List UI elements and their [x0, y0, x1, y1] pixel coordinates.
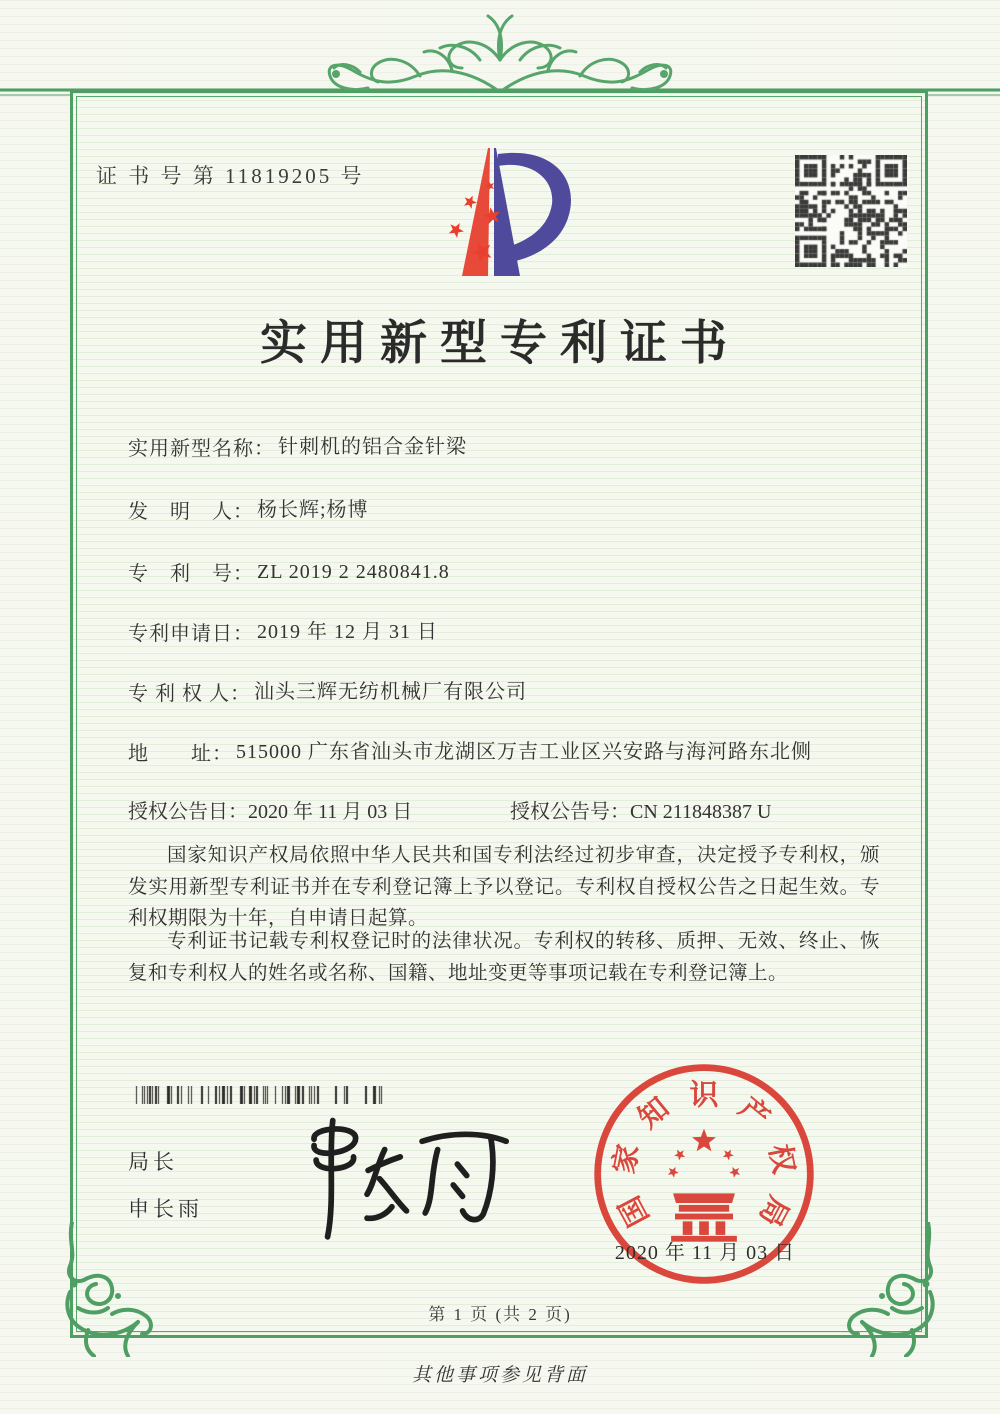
field-value: 515000 广东省汕头市龙湖区万吉工业区兴安路与海河路东北侧 — [236, 741, 812, 763]
field-filing-date — [128, 617, 898, 648]
qr-code-icon — [795, 155, 907, 267]
colon: ： — [230, 683, 250, 705]
field-label: 专利申请日 — [128, 623, 233, 645]
svg-text:知: 知 — [632, 1091, 676, 1135]
svg-text:识: 识 — [689, 1079, 719, 1112]
seal-date: 2020 年 11 月 03 日 — [614, 1242, 796, 1264]
field-inventor — [128, 495, 898, 526]
grant-date-value: 2020 年 11 月 03 日 — [248, 801, 413, 823]
field-label: 实用新型名称 — [128, 438, 254, 460]
field-patentee — [128, 677, 898, 708]
president-title: 局长 — [128, 1151, 178, 1174]
field-label: 专 利 号 — [128, 563, 233, 585]
svg-text:权: 权 — [762, 1141, 800, 1177]
field-value: 针刺机的铝合金针梁 — [278, 436, 467, 458]
page-number: 第 1 页 (共 2 页) — [428, 1305, 572, 1324]
field-name — [128, 432, 898, 463]
field-value: 汕头三辉无纺机械厂有限公司 — [254, 681, 527, 703]
field-patent-no — [128, 557, 898, 588]
colon: ： — [233, 501, 253, 523]
president-name: 申长雨 — [128, 1198, 203, 1221]
colon: ： — [233, 563, 253, 585]
signature-icon — [268, 1106, 518, 1241]
grant-row — [128, 795, 898, 824]
grant-date-label: 授权公告日 — [128, 801, 228, 823]
field-value: ZL 2019 2 2480841.8 — [257, 561, 450, 583]
svg-text:局: 局 — [752, 1190, 795, 1232]
field-value: 杨长辉;杨博 — [257, 499, 369, 521]
back-note: 其他事项参见背面 — [411, 1365, 588, 1386]
legal-paragraph-1: 国家知识产权局依照中华人民共和国专利法经过初步审查，决定授予专利权，颁发实用新型专利证书并在专利登记簿上予以登记。专利权自授权公告之日起生效。专利权期限为十年，自申请日起算。 — [128, 845, 880, 929]
field-value: 2019 年 12 月 31 日 — [257, 621, 438, 643]
svg-text:国: 国 — [613, 1190, 656, 1232]
field-address — [128, 737, 898, 768]
grant-no-label: 授权公告号 — [510, 801, 610, 823]
svg-text:家: 家 — [608, 1141, 646, 1177]
corner-flourish-icon — [842, 1222, 942, 1357]
colon: ： — [610, 801, 630, 823]
colon: ： — [212, 743, 232, 765]
colon: ： — [233, 623, 253, 645]
field-label: 发 明 人 — [128, 501, 233, 523]
corner-flourish-icon — [58, 1222, 158, 1357]
colon: ： — [228, 801, 248, 823]
certificate-number: 证 书 号 第 11819205 号 — [96, 164, 365, 188]
legal-paragraph-2: 专利证书记载专利权登记时的法律状况。专利权的转移、质押、无效、终止、恢复和专利权人的姓名或名称、国籍、地址变更等事项记载在专利登记簿上。 — [128, 931, 880, 984]
field-label: 地 址 — [128, 743, 212, 765]
cnipa-logo-icon — [420, 142, 580, 287]
field-label: 专 利 权 人 — [128, 683, 230, 705]
colon: ： — [254, 438, 274, 460]
grant-no-group — [510, 795, 771, 824]
svg-text:产: 产 — [732, 1091, 776, 1135]
grant-no-value: CN 211848387 U — [630, 801, 772, 823]
certificate-title: 实用新型专利证书 — [260, 318, 740, 370]
barcode-icon — [128, 1086, 386, 1104]
